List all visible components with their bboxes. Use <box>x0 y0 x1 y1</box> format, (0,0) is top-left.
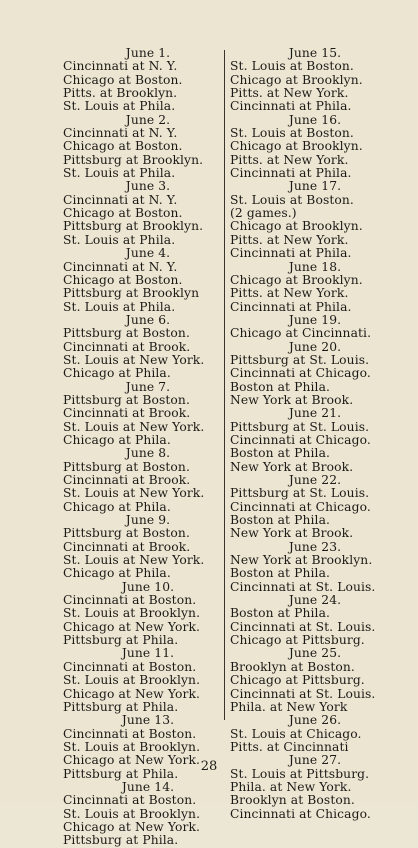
schedule-day <box>230 341 400 408</box>
game-matchup: Brooklyn at Boston. <box>230 659 355 674</box>
game-matchup: Pitts. at Brooklyn. <box>63 86 178 101</box>
game-matchup: Chicago at Phila. <box>63 566 171 581</box>
game-matchup: Cincinnati at Chicago. <box>230 806 371 821</box>
game-matchup: Pittsburg at Phila. <box>63 833 179 848</box>
game-matchup: Cincinnati at N. Y. <box>63 192 178 207</box>
game-matchup: Pittsburg at Phila. <box>63 766 179 781</box>
schedule-day <box>63 314 233 381</box>
game-matchup: Chicago at Brooklyn. <box>230 219 363 234</box>
game-matchup: New York at Brooklyn. <box>230 553 373 568</box>
schedule-date: June 3. <box>125 179 171 194</box>
game-matchup: St. Louis at Phila. <box>63 232 176 247</box>
game-matchup: Chicago at New York. <box>63 619 201 634</box>
game-matchup: St. Louis at Chicago. <box>230 726 362 741</box>
game-matchup: St. Louis at New York. <box>63 419 205 434</box>
game-matchup: St. Louis at Phila. <box>63 166 176 181</box>
game-matchup: Chicago at Boston. <box>63 139 183 154</box>
schedule-date: June 21. <box>288 406 342 421</box>
game-matchup: Cincinnati at Chicago. <box>230 499 371 514</box>
game-matchup: Chicago at Brooklyn. <box>230 72 363 87</box>
game-matchup: New York at Brook. <box>230 392 354 407</box>
game-matchup: Cincinnati at St. Louis. <box>230 619 376 634</box>
game-matchup: Brooklyn at Boston. <box>230 793 355 808</box>
game-matchup: St. Louis at Brooklyn. <box>63 806 201 821</box>
schedule-date: June 26. <box>288 713 342 728</box>
game-matchup: Chicago at Cincinnati. <box>230 326 372 341</box>
schedule-date: June 24. <box>288 593 342 608</box>
game-matchup: Cincinnati at N. Y. <box>63 59 178 74</box>
game-matchup: St. Louis at Brooklyn. <box>63 606 201 621</box>
game-matchup: Cincinnati at Brook. <box>63 473 191 487</box>
game-matchup: Pittsburg at Boston. <box>63 526 190 541</box>
game-matchup: New York at Brook. <box>230 459 354 474</box>
game-matchup: Cincinnati at Boston. <box>63 726 197 741</box>
game-matchup: Cincinnati at Phila. <box>230 99 352 114</box>
game-matchup: Chicago at Phila. <box>63 499 171 514</box>
game-matchup: Pittsburg at Boston. <box>63 326 190 341</box>
game-matchup: Cincinnati at Boston. <box>63 793 197 808</box>
game-matchup: Pittsburg at Brooklyn <box>63 286 200 301</box>
game-matchup: St. Louis at Boston. <box>230 192 354 207</box>
game-matchup: St. Louis at New York. <box>63 486 205 501</box>
schedule-day <box>63 180 233 247</box>
game-matchup: Pitts. at New York. <box>230 232 349 247</box>
game-matchup: Chicago at New York. <box>63 753 201 768</box>
schedule-date: June 18. <box>288 259 342 274</box>
game-matchup: Chicago at Phila. <box>63 432 171 447</box>
game-matchup: St. Louis at Boston. <box>230 126 354 141</box>
game-matchup: St. Louis at Phila. <box>63 99 176 114</box>
game-matchup: Cincinnati at Boston. <box>63 593 197 608</box>
game-matchup: St. Louis at New York. <box>63 352 205 367</box>
schedule-date: June 20. <box>288 339 342 354</box>
schedule-date: June 25. <box>288 646 342 661</box>
game-matchup: Chicago at Boston. <box>63 206 183 221</box>
schedule-day <box>230 114 400 181</box>
right-schedule-column <box>230 47 400 821</box>
schedule-date: June 23. <box>288 539 342 554</box>
schedule-day <box>63 581 233 648</box>
schedule-date: June 14. <box>121 779 175 794</box>
schedule-day <box>63 781 233 848</box>
schedule-day <box>63 447 233 514</box>
schedule-date: June 13. <box>121 713 175 728</box>
game-matchup: Pittsburg at Brooklyn. <box>63 152 204 167</box>
game-matchup: Chicago at Brooklyn. <box>230 272 363 287</box>
schedule-day <box>63 114 233 181</box>
game-matchup: St. Louis at New York. <box>63 553 205 568</box>
schedule-day <box>63 381 233 448</box>
game-matchup: Chicago at New York. <box>63 686 201 701</box>
game-matchup: Pitts. at New York. <box>230 86 349 101</box>
schedule-date: June 1. <box>125 46 171 60</box>
schedule-date: June 2. <box>125 112 171 127</box>
game-matchup: Boston at Phila. <box>230 513 331 528</box>
schedule-day <box>63 247 233 314</box>
schedule-date: June 16. <box>288 112 342 127</box>
schedule-day <box>63 647 233 714</box>
game-matchup: New York at Brook. <box>230 526 354 541</box>
game-matchup: Cincinnati at N. Y. <box>63 259 178 274</box>
game-matchup: Phila. at New York <box>230 699 348 714</box>
game-matchup: Pitts. at New York. <box>230 286 349 301</box>
schedule-date: June 9. <box>125 513 171 528</box>
schedule-date: June 15. <box>288 46 342 60</box>
game-matchup: Chicago at New York. <box>63 819 201 834</box>
game-matchup: Cincinnati at Brook. <box>63 406 191 421</box>
game-matchup: St. Louis at Pittsburg. <box>230 766 370 781</box>
page-number: 28 <box>200 759 218 774</box>
schedule-day <box>230 594 400 647</box>
game-matchup: Pittsburg at Phila. <box>63 699 179 714</box>
schedule-day <box>230 47 400 114</box>
schedule-date: June 7. <box>125 379 171 394</box>
game-matchup: Boston at Phila. <box>230 379 331 394</box>
schedule-date: June 19. <box>288 312 342 327</box>
game-matchup: Cincinnati at St. Louis. <box>230 579 376 594</box>
schedule-date: June 8. <box>125 446 171 461</box>
game-matchup: Chicago at Pittsburg. <box>230 633 365 648</box>
schedule-date: June 27. <box>288 753 342 768</box>
game-matchup: Cincinnati at N. Y. <box>63 126 178 141</box>
game-matchup: Chicago at Brooklyn. <box>230 139 363 154</box>
game-matchup: Cincinnati at Phila. <box>230 166 352 181</box>
schedule-day <box>63 514 233 581</box>
game-matchup: Pittsburg at Brooklyn. <box>63 219 204 234</box>
game-matchup: Boston at Phila. <box>230 566 331 581</box>
schedule-day <box>230 541 400 594</box>
game-matchup: Pittsburg at St. Louis. <box>230 486 370 501</box>
schedule-day <box>230 474 400 541</box>
schedule-date: June 10. <box>121 579 175 594</box>
schedule-date: June 6. <box>125 312 171 327</box>
game-matchup: St. Louis at Brooklyn. <box>63 673 201 688</box>
schedule-day <box>230 714 400 754</box>
game-matchup: Chicago at Boston. <box>63 272 183 287</box>
game-matchup: St. Louis at Brooklyn. <box>63 739 201 754</box>
game-matchup: Pitts. at New York. <box>230 152 349 167</box>
schedule-day <box>230 180 400 260</box>
schedule-day <box>230 647 400 714</box>
schedule-day <box>230 314 400 341</box>
game-matchup: Cincinnati at Brook. <box>63 339 191 354</box>
game-matchup: Pittsburg at Boston. <box>63 392 190 407</box>
schedule-date: June 4. <box>125 246 171 261</box>
game-matchup: St. Louis at Boston. <box>230 59 354 74</box>
game-matchup: Boston at Phila. <box>230 606 331 621</box>
game-matchup: Pittsburg at Boston. <box>63 459 190 474</box>
game-matchup: Pittsburg at St. Louis. <box>230 352 370 367</box>
column-divider <box>224 50 225 720</box>
schedule-day <box>63 47 233 114</box>
game-matchup: Chicago at Boston. <box>63 72 183 87</box>
game-matchup: Pittsburg at St. Louis. <box>230 419 370 434</box>
game-matchup: Cincinnati at Chicago. <box>230 366 371 381</box>
game-matchup: Pitts. at Cincinnati <box>230 739 349 754</box>
game-matchup: Cincinnati at Phila. <box>230 299 352 314</box>
game-matchup: Cincinnati at Brook. <box>63 539 191 554</box>
game-matchup: Cincinnati at Phila. <box>230 246 352 261</box>
game-matchup: Cincinnati at St. Louis. <box>230 686 376 701</box>
game-matchup: Pittsburg at Phila. <box>63 633 179 648</box>
left-schedule-column <box>63 47 233 848</box>
schedule-date: June 11. <box>121 646 175 661</box>
game-matchup: Cincinnati at Boston. <box>63 659 197 674</box>
schedule-day <box>230 261 400 314</box>
game-matchup: (2 games.) <box>230 206 297 221</box>
game-matchup: Boston at Phila. <box>230 446 331 461</box>
schedule-date: June 22. <box>288 473 342 487</box>
game-matchup: Cincinnati at Chicago. <box>230 432 371 447</box>
game-matchup: Phila. at New York. <box>230 779 352 794</box>
game-matchup: Chicago at Pittsburg. <box>230 673 365 688</box>
schedule-date: June 17. <box>288 179 342 194</box>
schedule-day <box>230 407 400 474</box>
game-matchup: St. Louis at Phila. <box>63 299 176 314</box>
game-matchup: Chicago at Phila. <box>63 366 171 381</box>
